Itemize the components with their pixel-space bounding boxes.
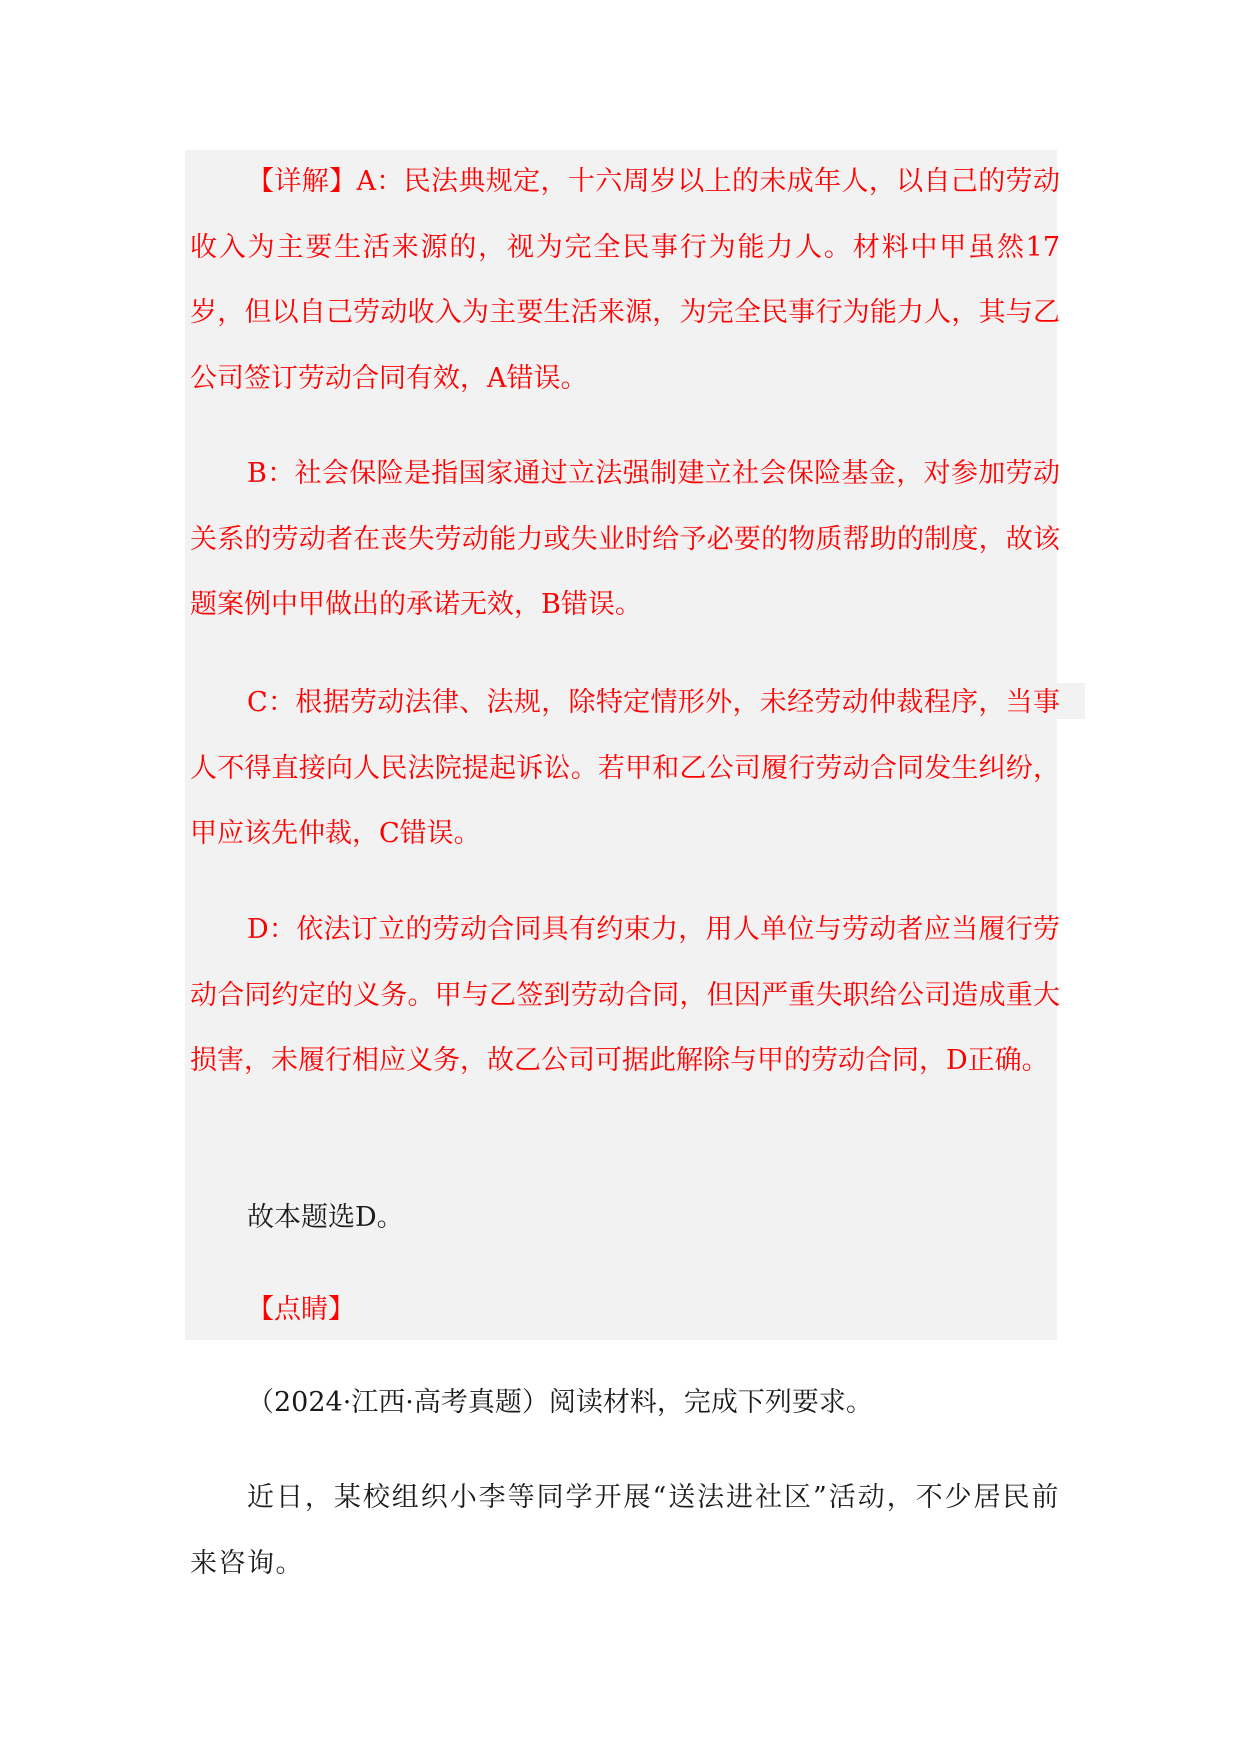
question-source-line: （2024·江西·高考真题）阅读材料，完成下列要求。 — [247, 1387, 873, 1418]
explanation-option-d: D：依法订立的劳动合同具有约束力，用人单位与劳动者应当履行劳动合同约定的义务。甲与乙签到劳动合同，但因严重失职给公司造成重大损害，未履行相应义务，故乙公司可据此解除与甲的劳动合同，D正确。 — [190, 914, 1060, 1076]
explanation-option-b: B：社会保险是指国家通过立法强制建立社会保险基金，对参加劳动关系的劳动者在丧失劳动能力或失业时给予必要的物质帮助的制度，故该题案例中甲做出的承诺无效，B错误。 — [190, 458, 1060, 620]
explanation-background-tab — [1057, 683, 1085, 719]
highlight-label: 【点睛】 — [247, 1294, 355, 1325]
answer-conclusion: 故本题选D。 — [247, 1202, 404, 1233]
question-material: 近日，某校组织小李等同学开展“送法进社区”活动，不少居民前来咨询。 — [190, 1482, 1060, 1579]
explanation-option-a: 【详解】A：民法典规定，十六周岁以上的未成年人，以自己的劳动收入为主要生活来源的，视为完全民事行为能力人。材料中甲虽然17岁，但以自己劳动收入为主要生活来源，为完全民事行为能力人，其与乙公司签订劳动合同有效，A错误。 — [190, 166, 1060, 394]
explanation-option-c: C：根据劳动法律、法规，除特定情形外，未经劳动仲裁程序，当事人不得直接向人民法院提起诉讼。若甲和乙公司履行劳动合同发生纠纷，甲应该先仲裁，C错误。 — [190, 687, 1060, 849]
